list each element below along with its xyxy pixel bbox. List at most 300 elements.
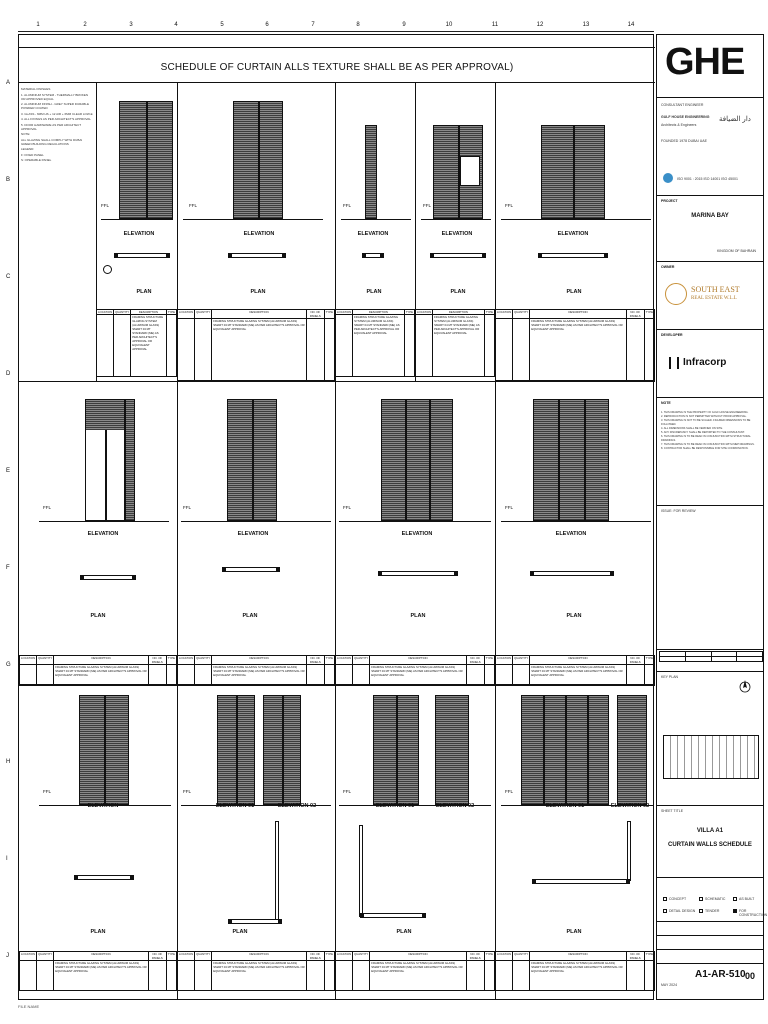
note-line: LEGEND: (21, 147, 35, 151)
tb-divider (657, 505, 763, 506)
schedule-table-5 (495, 309, 655, 381)
col-1: 1 (36, 22, 40, 28)
th-location: LOCATION (20, 952, 37, 961)
plan-label: PLAN (396, 929, 412, 935)
curtain-wall-elevation-3 (365, 125, 377, 219)
th-type: TYPE (485, 310, 493, 314)
th-quantity: QUANTITY (513, 952, 530, 961)
r2-divider-c (495, 381, 496, 685)
th-location: LOCATION (496, 952, 513, 961)
elevation-label: ELEVATION (441, 231, 473, 237)
tb-divider (657, 949, 763, 950)
description-cell: FRAMING STRUCTURE GLAZING SYSTEM (ALUMINUM GLASS) SMART 04 MT STANDARD (ME) AS PER ARCHITECT'S APPROVAL OR EQUIVALENT APPROVAL (353, 315, 405, 377)
note-line: 1. ALUMINIUM SYSTEM - THERMALLY BROKEN OR APPROVED EQUAL (21, 92, 89, 101)
file-name-note: FILE NAME (18, 1004, 40, 1009)
plan-label: PLAN (136, 289, 152, 295)
th-quantity: QUANTITY (353, 952, 370, 961)
th-description: DESCRIPTION (212, 656, 307, 665)
mullion (252, 400, 254, 520)
ffl-label: FFL (189, 203, 198, 208)
th-panels: NO. OF PANELS (306, 952, 324, 961)
elevation-02-label: ELEVATION 02 (277, 803, 317, 809)
floor-line (181, 521, 331, 522)
elevation-label: ELEVATION (87, 803, 119, 809)
col-9: 9 (402, 22, 406, 28)
revision-number: 00 (745, 971, 756, 981)
col-2: 2 (83, 22, 87, 28)
project-name: MARINA BAY (691, 213, 729, 219)
schedule-table-1 (96, 309, 177, 377)
th-quantity: QUANTITY (195, 952, 212, 961)
north-arrow-icon (739, 679, 751, 693)
th-location: LOCATION (417, 310, 432, 314)
checkbox-tender[interactable] (699, 909, 703, 913)
th-type: TYPE (324, 656, 334, 665)
owner-line-1: SOUTH EAST (691, 285, 740, 294)
schedule-table-4 (415, 309, 495, 377)
note-line: F: FIXED PANEL (21, 152, 44, 157)
th-panels: NO. OF PANELS (626, 952, 644, 961)
plan-view-12-horizontal (363, 913, 423, 918)
col-13: 13 (582, 22, 590, 28)
th-description: DESCRIPTION (54, 952, 149, 961)
developer-logo-icon (669, 357, 679, 369)
th-location: LOCATION (178, 952, 195, 961)
th-description: DESCRIPTION (433, 310, 485, 315)
mullion (543, 696, 545, 804)
page-title: SCHEDULE OF CURTAIN ALLS TEXTURE SHALL BE AS PER APPROVAL) (160, 62, 514, 73)
plan-label: PLAN (90, 613, 106, 619)
col-4: 4 (174, 22, 178, 28)
project-sub: KINGDOM OF BAHRAIN (717, 249, 757, 253)
sheet-number: A1-AR-510 (695, 969, 746, 980)
th-location: LOCATION (337, 310, 352, 314)
elevation-label: ELEVATION (123, 231, 155, 237)
th-panels: NO. OF PANELS (148, 952, 166, 961)
th-type: TYPE (484, 656, 494, 665)
th-type: TYPE (166, 656, 176, 665)
col-8: 8 (356, 22, 360, 28)
material-notes (21, 87, 93, 164)
elevation-label: ELEVATION (237, 531, 269, 537)
mullion (587, 696, 589, 804)
owner-name (691, 285, 740, 303)
th-panels: NO. OF PANELS (306, 656, 324, 665)
checkbox-label: CONCEPT (669, 897, 687, 901)
elevation-label: ELEVATION (87, 531, 119, 537)
ffl-label: FFL (183, 505, 192, 510)
mullion (429, 400, 431, 520)
plan-label: PLAN (90, 929, 106, 935)
checkbox-schematic[interactable] (699, 897, 703, 901)
curtain-wall-elevation-10 (79, 695, 129, 805)
plan-label: PLAN (450, 289, 466, 295)
description-cell: FRAMING STRUCTURE GLAZING SYSTEM (ALUMINUM GLASS) SMART 04 MT STANDARD (ME) AS PER ARCHITECT'S APPROVAL OR EQUIVALENT APPROVAL (131, 315, 166, 377)
curtain-wall-elevation-12a (373, 695, 419, 805)
iso-text: ISO 9001 : 2015 ISO 14001 ISO 45001 (677, 177, 738, 181)
floor-line (339, 521, 491, 522)
th-panels: NO. OF PANELS (466, 656, 484, 665)
note-line: S: OPERABLE PANEL (21, 158, 52, 162)
col-10: 10 (445, 22, 453, 28)
checkbox-for-construction[interactable] (733, 909, 737, 913)
elevation-01-label: ELEVATION 01 (545, 803, 585, 809)
tb-divider (657, 877, 763, 878)
description-cell: FRAMING STRUCTURE GLAZING SYSTEM (ALUMINUM GLASS) SMART 04 MT STANDARD (ME) AS PER ARCHITECT'S APPROVAL OR EQUIVALENT APPROVAL (530, 961, 627, 991)
elevation-label: ELEVATION (401, 531, 433, 537)
consultant-label: CONSULTANT ENGINEER (661, 103, 704, 107)
row-f: F (6, 565, 10, 571)
mullion (565, 696, 567, 804)
elevation-02-label: ELEVATION 02 (435, 803, 475, 809)
row-ruler (6, 32, 16, 1002)
description-cell: FRAMING STRUCTURE GLAZING SYSTEM (ALUMINUM GLASS) SMART 04 MT STANDARD (ME) AS PER ARCHITECT'S APPROVAL OR EQUIVALENT APPROVAL (54, 961, 149, 991)
plan-view-3 (365, 253, 381, 258)
notes-label: NOTE (661, 401, 671, 405)
firm-logo: GHE (665, 41, 745, 83)
curtain-wall-elevation-11a (217, 695, 255, 805)
mullion (258, 102, 260, 218)
ffl-label: FFL (423, 203, 432, 208)
key-plan-label: KEY PLAN (661, 675, 679, 679)
curtain-wall-elevation-13a (521, 695, 609, 805)
th-panels: NO. OF PANELS (306, 310, 324, 319)
ffl-label: FFL (505, 203, 514, 208)
schedule-table-7 (177, 655, 335, 685)
note-line: 5. DOOR HARDWARE AS PER ARCHITECT APPROVAL (21, 122, 82, 131)
plan-label: PLAN (250, 289, 266, 295)
tb-divider (657, 195, 763, 196)
th-panels: NO. OF PANELS (626, 656, 644, 665)
th-quantity: QUANTITY (37, 952, 54, 961)
plan-label: PLAN (242, 613, 258, 619)
th-location: LOCATION (178, 310, 195, 319)
curtain-wall-elevation-2 (233, 101, 283, 219)
plan-label: PLAN (366, 289, 382, 295)
ffl-label: FFL (183, 789, 192, 794)
th-quantity: QUANTITY (195, 656, 212, 665)
th-panels: NO. OF PANELS (466, 952, 484, 961)
th-type: TYPE (644, 656, 654, 665)
tb-note: 2. REPRODUCTION IS NOT PERMITTED WITHOUT PRIOR APPROVAL. (661, 415, 747, 418)
description-cell: FRAMING STRUCTURE GLAZING SYSTEM (ALUMINUM GLASS) SMART 04 MT STANDARD (ME) AS PER ARCHITECT'S APPROVAL OR EQUIVALENT APPROVAL (54, 665, 149, 685)
curtain-wall-elevation-12b (435, 695, 469, 805)
note-line: NOTE: (21, 132, 31, 136)
tb-divider (657, 329, 763, 330)
consultant-name: GULF HOUSE ENGINEERING (661, 115, 710, 119)
plan-view-12-vertical (359, 825, 363, 917)
th-type: TYPE (644, 952, 654, 961)
th-panels: NO. OF PANELS (148, 656, 166, 665)
mullion (282, 696, 284, 804)
curtain-wall-elevation-11b (263, 695, 301, 805)
tb-divider (657, 261, 763, 262)
schedule-table-12 (335, 951, 495, 991)
owner-logo-icon (665, 283, 687, 305)
col-11: 11 (491, 22, 499, 28)
tb-divider (657, 671, 763, 672)
tb-divider (657, 963, 763, 964)
plan-label: PLAN (566, 929, 582, 935)
plan-view-10 (77, 875, 131, 880)
revision-table (659, 651, 763, 662)
ffl-label: FFL (505, 505, 514, 510)
note-line: 3. GLASS - 6MM HS + 12 AIR + 6MM CLEAR LOW-E (21, 111, 93, 116)
th-quantity: QUANTITY (115, 310, 130, 314)
description-cell: FRAMING STRUCTURE GLAZING SYSTEM (ALUMINUM GLASS) SMART 04 MT STANDARD (ME) AS PER ARCHITECT'S APPROVAL OR EQUIVALENT APPROVAL (530, 665, 627, 685)
curtain-wall-elevation-1 (119, 101, 173, 219)
row-divider-3 (19, 685, 655, 686)
description-cell: FRAMING STRUCTURE GLAZING SYSTEM (ALUMINUM GLASS) SMART 04 MT STANDARD (ME) AS PER ARCHITECT'S APPROVAL OR EQUIVALENT APPROVAL (433, 315, 485, 377)
th-quantity: QUANTITY (37, 656, 54, 665)
th-location: LOCATION (336, 656, 353, 665)
note-line: 2. ALUMINIUM FINISH - GREY SUPER DURABLE POWDER COATED (21, 102, 89, 110)
checkbox-detail-design[interactable] (663, 909, 667, 913)
plan-view-7 (225, 567, 277, 572)
description-cell: FRAMING STRUCTURE GLAZING SYSTEM (ALUMINUM GLASS) SMART 04 MT STANDARD (ME) AS PER ARCHITECT'S APPROVAL OR EQUIVALENT APPROVAL (212, 665, 307, 685)
description-cell: FRAMING STRUCTURE GLAZING SYSTEM (ALUMINUM GLASS) SMART 04 MT STANDARD (ME) AS PER ARCHITECT'S APPROVAL OR EQUIVALENT APPROVAL (212, 319, 307, 381)
sheet-date: MAY 2024 (661, 983, 678, 987)
floor-line (501, 219, 651, 220)
th-description: DESCRIPTION (212, 310, 307, 319)
plan-view-13-vertical (627, 821, 631, 881)
mullion (396, 696, 398, 804)
curtain-wall-elevation-5 (541, 125, 605, 219)
note-line: MATERIAL FINISHES (21, 87, 51, 91)
ffl-label: FFL (505, 789, 514, 794)
row-e: E (6, 468, 11, 474)
ffl-label: FFL (343, 505, 352, 510)
checkbox-label: TENDER (705, 909, 720, 913)
ffl-label: FFL (101, 203, 110, 208)
th-description: DESCRIPTION (212, 952, 307, 961)
checkbox-concept[interactable] (663, 897, 667, 901)
th-description: DESCRIPTION (370, 656, 467, 665)
curtain-wall-elevation-4 (433, 125, 483, 219)
th-description: DESCRIPTION (54, 656, 149, 665)
floor-line (341, 219, 411, 220)
row-g: G (6, 662, 11, 668)
schedule-table-3 (335, 309, 415, 377)
title-block-notes (661, 411, 761, 451)
th-location: LOCATION (336, 952, 353, 961)
elevation-label: ELEVATION (557, 231, 589, 237)
floor-line (39, 521, 169, 522)
checkbox-label: FOR CONSTRUCTION (739, 909, 768, 917)
sheet-title-1: VILLA A1 (696, 828, 724, 834)
plan-view-4 (433, 253, 483, 258)
door-leaf (460, 156, 480, 186)
owner-label: OWNER (661, 265, 675, 269)
drawing-frame (18, 34, 654, 1000)
elevation-01-label: ELEVATION 01 (375, 803, 415, 809)
col-14: 14 (627, 22, 635, 28)
row-divider-1 (19, 381, 655, 382)
th-description: DESCRIPTION (370, 952, 467, 961)
th-quantity: QUANTITY (513, 656, 530, 665)
curtain-wall-elevation-7 (227, 399, 277, 521)
checkbox-label: SCHEMATIC (705, 897, 726, 901)
mullion (105, 430, 107, 520)
developer-name: Infracorp (683, 357, 727, 368)
floor-line (101, 219, 173, 220)
schedule-table-13 (495, 951, 655, 991)
th-description: DESCRIPTION (353, 310, 405, 315)
mullion (104, 696, 106, 804)
row-d: D (6, 371, 11, 377)
tb-divider (657, 921, 763, 922)
th-type: TYPE (167, 310, 175, 314)
tb-divider (657, 397, 763, 398)
issue-label: ISSUE: FOR REVIEW (661, 509, 696, 513)
col-7: 7 (311, 22, 315, 28)
title-strip (19, 47, 655, 83)
row-h: H (6, 759, 11, 765)
col-5: 5 (220, 22, 224, 28)
tb-note: 1. THIS DRAWING IS THE PROPERTY OF GULF HOUSE ENGINEERING. (661, 411, 749, 414)
plan-view-6 (83, 575, 133, 580)
description-cell: FRAMING STRUCTURE GLAZING SYSTEM (ALUMINUM GLASS) SMART 04 MT STANDARD (ME) AS PER ARCHITECT'S APPROVAL OR EQUIVALENT APPROVAL (530, 319, 627, 381)
project-label: PROJECT (661, 199, 678, 203)
th-description: DESCRIPTION (530, 656, 627, 665)
row-i: I (6, 856, 8, 862)
floor-line (183, 219, 323, 220)
th-description: DESCRIPTION (530, 952, 627, 961)
sheet-title-label: SHEET TITLE (661, 809, 684, 813)
curtain-wall-elevation-9 (533, 399, 609, 521)
th-type: TYPE (644, 310, 654, 319)
curtain-wall-elevation-13b (617, 695, 647, 805)
tb-note: 6. THIS DRAWING IS TO BE READ IN CONJUNCTION WITH STRUCTURAL DRAWINGS. (661, 435, 751, 442)
th-quantity: QUANTITY (353, 656, 370, 665)
curtain-wall-elevation-6 (85, 399, 125, 521)
key-plan-drawing (663, 735, 759, 779)
schedule-table-6 (19, 655, 177, 685)
developer-label: DEVELOPER (661, 333, 683, 337)
description-cell: FRAMING STRUCTURE GLAZING SYSTEM (ALUMINUM GLASS) SMART 04 MT STANDARD (ME) AS PER ARCHITECT'S APPROVAL OR EQUIVALENT APPROVAL (370, 961, 467, 991)
row-c: C (6, 274, 11, 280)
th-location: LOCATION (496, 656, 513, 665)
col-12: 12 (536, 22, 544, 28)
mullion (573, 126, 575, 218)
schedule-table-10 (19, 951, 177, 991)
th-location: LOCATION (98, 310, 113, 314)
tb-note: 4. ALL DIMENSIONS SHALL BE VERIFIED ON SITE. (661, 427, 723, 430)
schedule-table-2 (177, 309, 335, 381)
plan-view-9 (533, 571, 611, 576)
section-tag (103, 265, 112, 274)
ffl-label: FFL (343, 789, 352, 794)
plan-view-2 (231, 253, 283, 258)
th-description: DESCRIPTION (131, 310, 166, 315)
th-location: LOCATION (496, 310, 513, 319)
description-cell: FRAMING STRUCTURE GLAZING SYSTEM (ALUMINUM GLASS) SMART 04 MT STANDARD (ME) AS PER ARCHITECT'S APPROVAL OR EQUIVALENT APPROVAL (370, 665, 467, 685)
iso-seal-icon (663, 173, 673, 183)
tb-divider (657, 805, 763, 806)
mullion (146, 102, 148, 218)
tb-divider (657, 97, 763, 98)
title-block (656, 34, 768, 1000)
consultant-address: FOUNDED 1978 DUBAI UAE (661, 139, 707, 143)
mullion (558, 400, 560, 520)
th-description: DESCRIPTION (530, 310, 627, 319)
schedule-table-9 (495, 655, 655, 685)
plan-label: PLAN (566, 613, 582, 619)
owner-line-2: REAL ESTATE W.L.L (691, 296, 737, 301)
elevation-label: ELEVATION (243, 231, 275, 237)
plan-view-5 (541, 253, 605, 258)
plan-label: PLAN (566, 289, 582, 295)
elevation-label: ELEVATION (357, 231, 389, 237)
elevation-01-label: ELEVATION 01 (215, 803, 255, 809)
floor-line (421, 219, 491, 220)
th-type: TYPE (166, 952, 176, 961)
checkbox-label: DETAIL DESIGN (669, 909, 696, 913)
mullion (236, 696, 238, 804)
column-ruler (18, 22, 654, 32)
tb-note: 8. CONTRACTOR SHALL BE RESPONSIBLE FOR SITE COORDINATION. (661, 447, 749, 450)
ffl-label: FFL (43, 505, 52, 510)
col-6: 6 (265, 22, 269, 28)
th-type: TYPE (405, 310, 413, 314)
row-j: J (6, 953, 9, 959)
elevation-label: ELEVATION (555, 531, 587, 537)
checkbox-as-built[interactable] (733, 897, 737, 901)
th-type: TYPE (324, 952, 334, 961)
mullion (405, 400, 407, 520)
th-type: TYPE (324, 310, 334, 319)
floor-line (501, 521, 651, 522)
row-a: A (6, 80, 11, 86)
th-quantity: QUANTITY (513, 310, 530, 319)
tb-note: 3. THIS DRAWING IS NOT TO BE SCALED. FIGURED DIMENSIONS TO BE FOLLOWED. (661, 419, 751, 426)
r2-divider-a (177, 381, 178, 685)
th-panels: NO. OF PANELS (626, 310, 644, 319)
mullion (584, 400, 586, 520)
plan-view-13-horizontal (535, 879, 627, 884)
checkbox-label: AS BUILT (739, 897, 755, 901)
plan-view-1 (117, 253, 167, 258)
ffl-label: FFL (43, 789, 52, 794)
tb-note: 7. THIS DRAWING IS TO BE READ IN CONJUNCTION WITH MEP DRAWINGS. (661, 443, 755, 446)
plan-label: PLAN (232, 929, 248, 935)
th-quantity: QUANTITY (195, 310, 212, 319)
description-cell: FRAMING STRUCTURE GLAZING SYSTEM (ALUMINUM GLASS) SMART 04 MT STANDARD (ME) AS PER ARCHITECT'S APPROVAL OR EQUIVALENT APPROVAL (212, 961, 307, 991)
curtain-wall-elevation-8 (381, 399, 453, 521)
r2-divider-b (335, 381, 336, 685)
tb-divider (657, 649, 763, 650)
side-lite (125, 399, 135, 521)
consultant-sub: Architects & Engineers (661, 123, 697, 127)
tb-divider (657, 935, 763, 936)
sheet-title-2: CURTAIN WALLS SCHEDULE (668, 842, 752, 848)
ffl-label: FFL (343, 203, 352, 208)
plan-label: PLAN (410, 613, 426, 619)
note-line: 4. ALL FIXINGS AS PER ARCHITECT'S APPROVAL (21, 117, 91, 121)
th-location: LOCATION (20, 656, 37, 665)
elevation-02-label: ELEVATION 02 (610, 803, 650, 809)
consultant-arabic: دار الضيافة (719, 116, 751, 123)
col-3: 3 (129, 22, 133, 28)
th-type: TYPE (484, 952, 494, 961)
plan-view-8 (381, 571, 455, 576)
schedule-table-8 (335, 655, 495, 685)
plan-view-11-vertical (275, 821, 279, 921)
row-b: B (6, 177, 11, 183)
transom-panel (86, 400, 124, 430)
tb-note: 5. ANY DISCREPANCY SHALL BE REPORTED TO THE CONSULTANT. (661, 431, 745, 434)
plan-view-11-horizontal (231, 919, 279, 924)
